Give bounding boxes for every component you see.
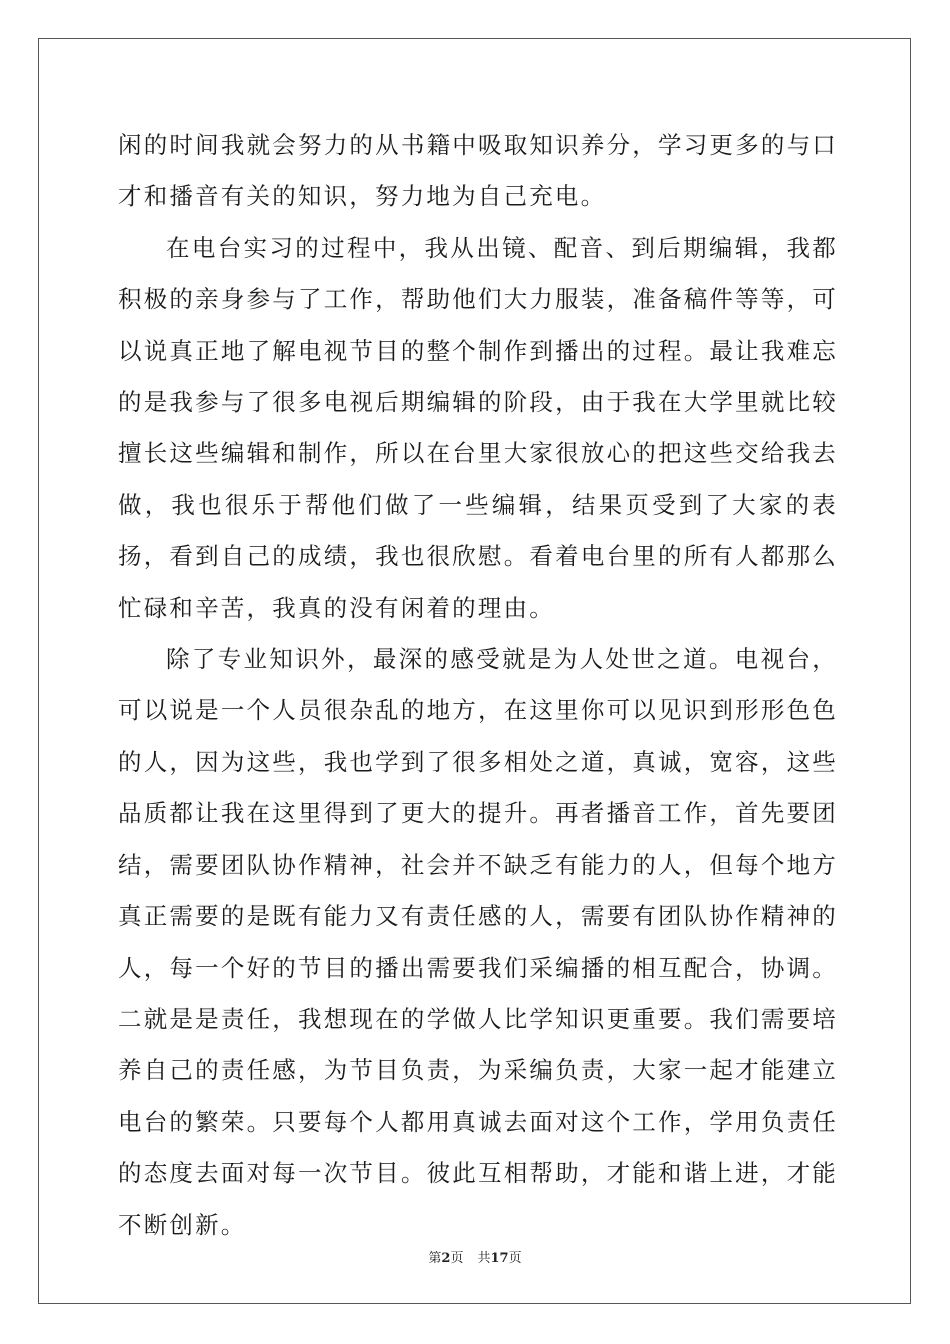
paragraph-interpersonal: 除了专业知识外，最深的感受就是为人处世之道。电视台，可以说是一个人员很杂乱的地方，在这里你可以见识到形形色色的人，因为这些，我也学到了很多相处之道，真诚，宽容，这些品质都让我在这里得到了更大的提升。再者播音工作，首先要团结，需要团队协作精神，社会并不缺乏有能力的人，但每个地方真正需要的是既有能力又有责任感的人，需要有团队协作精神的人，每一个好的节目的播出需要我们采编播的相互配合，协调。二就是是责任，我想现在的学做人比学知识更重要。我们需要培养自己的责任感，为节目负责，为采编负责，大家一起才能建立电台的繁荣。只要每个人都用真诚去面对这个工作，学用负责任的态度去面对每一次节目。彼此互相帮助，才能和谐上进，才能不断创新。 xyxy=(118,645,838,1239)
total-prefix: 共 xyxy=(477,1251,491,1266)
total-pages: 17 xyxy=(490,1251,509,1266)
page-footer xyxy=(0,1247,950,1266)
paragraph-internship: 在电台实习的过程中，我从出镜、配音、到后期编辑，我都积极的亲身参与了工作，帮助他们大力服装，准备稿件等等，可以说真正地了解电视节目的整个制作到播出的过程。最让我难忘的是我参与了很多电视后期编辑的阶段，由于我在大学里就比较擅长这些编辑和制作，所以在台里大家很放心的把这些交给我去做，我也很乐于帮他们做了一些编辑，结果页受到了大家的表扬，看到自己的成绩，我也很欣慰。看着电台里的所有人都那么忙碌和辛苦，我真的没有闲着的理由。 xyxy=(118,233,838,622)
paragraph-continuation: 闲的时间我就会努力的从书籍中吸取知识养分，学习更多的与口才和播音有关的知识，努力地为自己充电。 xyxy=(118,131,838,211)
total-suffix: 页 xyxy=(508,1251,522,1266)
page-suffix: 页 xyxy=(450,1251,464,1266)
page-prefix: 第 xyxy=(428,1251,442,1266)
page-number: 2 xyxy=(441,1251,451,1266)
document-body xyxy=(118,120,838,1251)
